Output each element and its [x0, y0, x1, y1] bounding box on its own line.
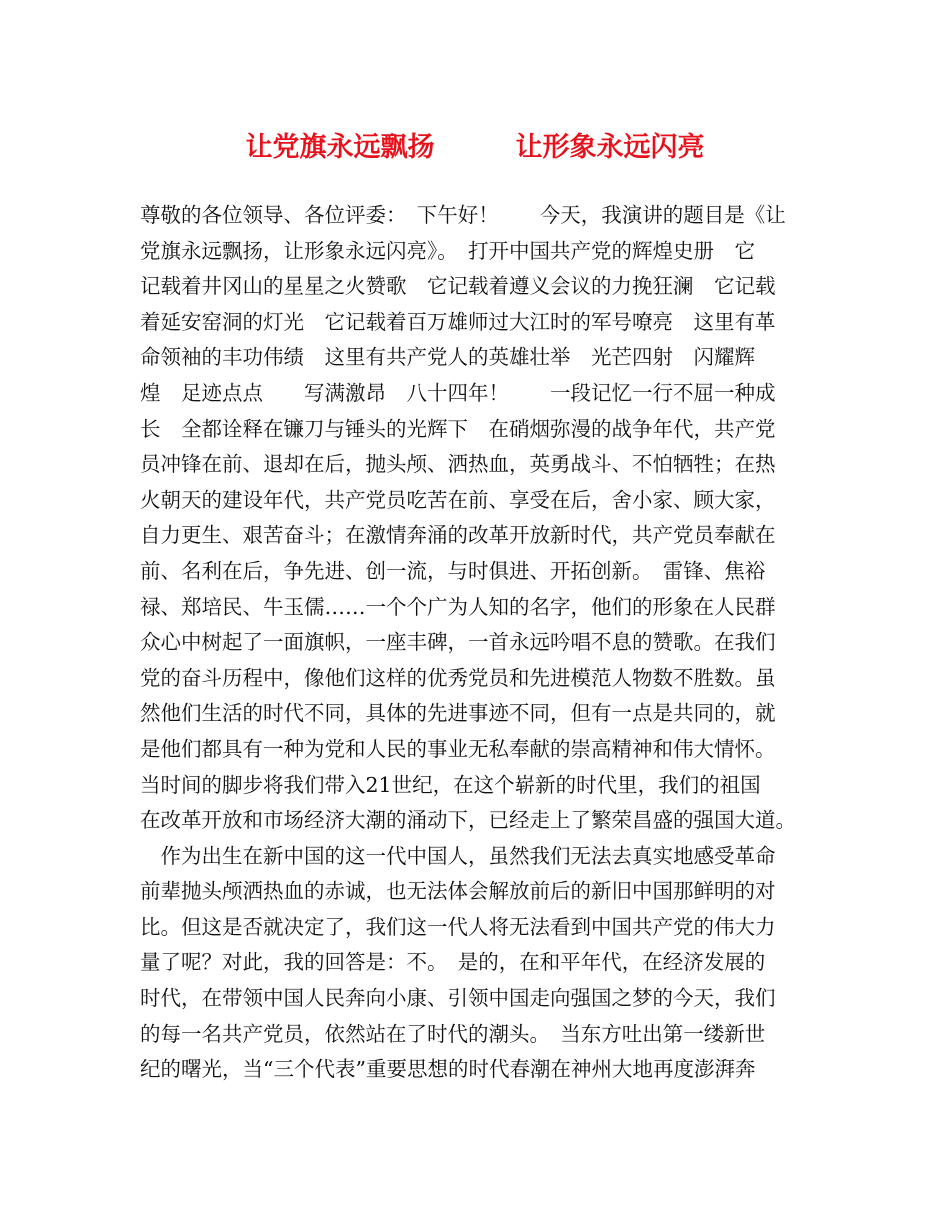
speech-body [140, 198, 820, 1088]
text-line: 是他们都具有一种为党和人民的事业无私奉献的崇高精神和伟大情怀。 [140, 736, 776, 761]
text-line: 纪的曙光，当“三个代表”重要思想的时代春潮在神州大地再度澎湃奔 [140, 1057, 756, 1082]
text-line: 记载着井冈山的星星之火赞歌 它记载着遵义会议的力挽狂澜 它记载 [140, 274, 776, 299]
text-line: 前、名利在后，争先进、创一流，与时俱进、开拓创新。 雷锋、焦裕 [140, 558, 766, 583]
text-line: 煌 足迹点点 写满激昂 八十四年！ 一段记忆一行不屈一种成 [140, 380, 776, 405]
text-line: 员冲锋在前、退却在后，抛头颅、洒热血，英勇战斗、不怕牺牲；在热 [140, 452, 776, 477]
text-line: 自力更生、艰苦奋斗；在激情奔涌的改革开放新时代，共产党员奉献在 [140, 523, 776, 548]
text-line: 在改革开放和市场经济大潮的涌动下，已经走上了繁荣昌盛的强国大道。 [140, 808, 796, 833]
text-line: 命领袖的丰功伟绩 这里有共产党人的英雄壮举 光芒四射 闪耀辉 [140, 345, 755, 370]
text-line: 党的奋斗历程中，像他们这样的优秀党员和先进模范人物数不胜数。虽 [140, 665, 776, 690]
document-title: 让党旗永远飘扬 让形象永远闪亮 [245, 132, 705, 163]
text-line: 前辈抛头颅洒热血的赤诚，也无法体会解放前后的新旧中国那鲜明的对 [140, 879, 776, 904]
text-line: 然他们生活的时代不同，具体的先进事迹不同，但有一点是共同的，就 [140, 701, 776, 726]
text-line: 火朝天的建设年代，共产党员吃苦在前、享受在后，舍小家、顾大家， [140, 487, 776, 512]
text-line: 当时间的脚步将我们带入21世纪，在这个崭新的时代里，我们的祖国 [140, 772, 761, 797]
text-line: 党旗永远飘扬，让形象永远闪亮》。 打开中国共产党的辉煌史册 它 [140, 238, 755, 263]
text-line: 的每一名共产党员，依然站在了时代的潮头。 当东方吐出第一缕新世 [140, 1021, 766, 1046]
text-line: 作为出生在新中国的这一代中国人，虽然我们无法去真实地感受革命 [140, 843, 776, 868]
text-line: 量了呢？对此，我的回答是：不。 是的，在和平年代，在经济发展的 [140, 950, 766, 975]
text-line: 众心中树起了一面旗帜，一座丰碑，一首永远吟唱不息的赞歌。在我们 [140, 630, 776, 655]
text-line: 比。但这是否就决定了，我们这一代人将无法看到中国共产党的伟大力 [140, 914, 776, 939]
text-line: 禄、郑培民、牛玉儒……一个个广为人知的名字，他们的形象在人民群 [140, 594, 776, 619]
text-line: 长 全都诠释在镰刀与锤头的光辉下 在硝烟弥漫的战争年代，共产党 [140, 416, 776, 441]
text-line: 时代，在带领中国人民奔向小康、引领中国走向强国之梦的今天，我们 [140, 986, 776, 1011]
text-line: 尊敬的各位领导、各位评委： 下午好！ 今天，我演讲的题目是《让 [140, 203, 786, 227]
text-line: 着延安窑洞的灯光 它记载着百万雄师过大江时的军号嘹亮 这里有革 [140, 309, 776, 334]
